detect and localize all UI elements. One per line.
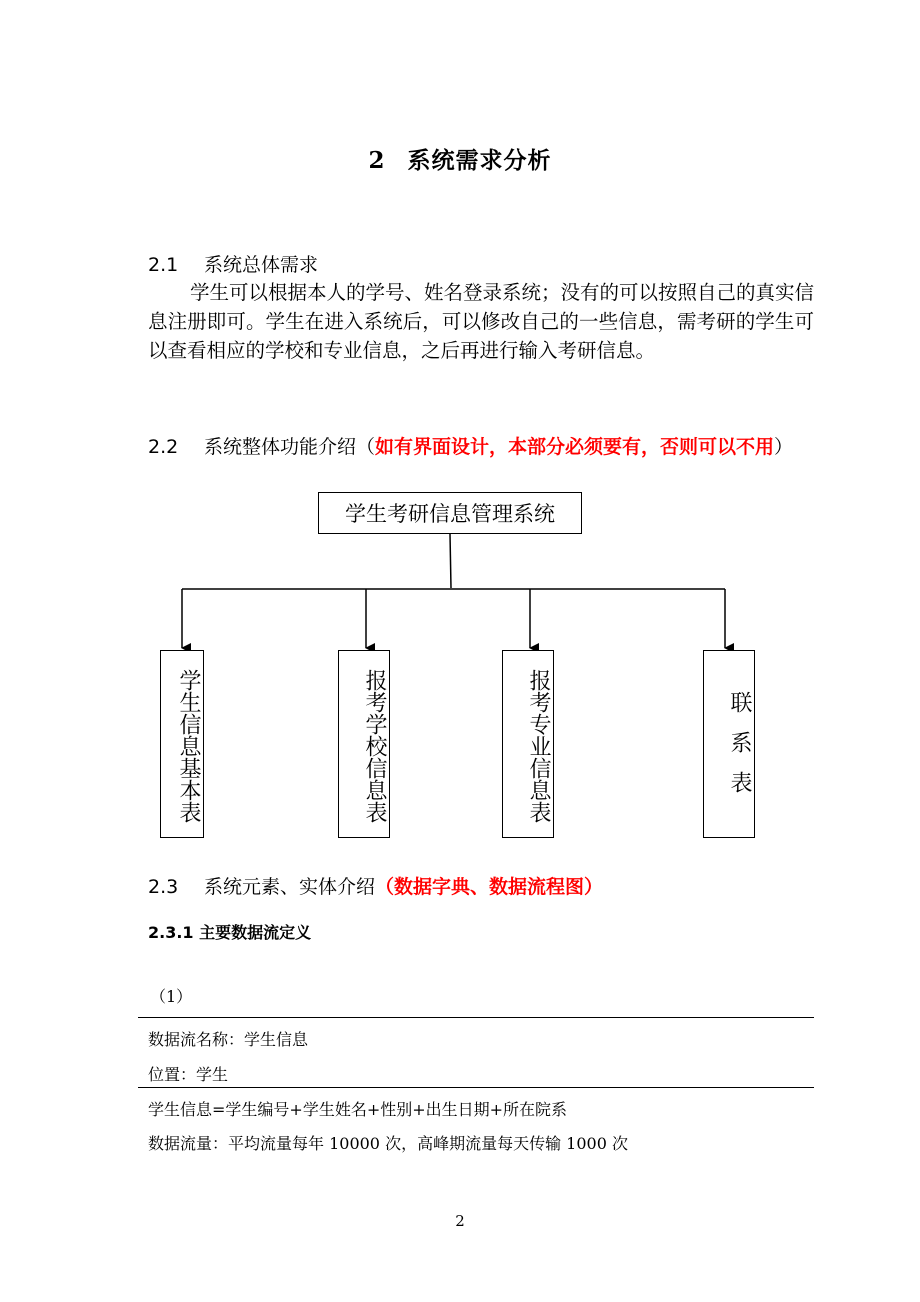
- dataflow-name: 数据流名称：学生信息: [148, 1030, 309, 1049]
- org-chart-box-contact: 联系表: [703, 650, 755, 838]
- section-number: 2.2: [148, 436, 179, 458]
- dataflow-definition: 学生信息=学生编号+学生姓名+性别+出生日期+所在院系: [148, 1100, 568, 1119]
- org-chart-root-box: 学生考研信息管理系统: [318, 492, 582, 534]
- org-chart-box-school-info: 报考学校信息表: [338, 650, 390, 838]
- org-chart-box-student-info: 学生信息基本表: [160, 650, 204, 838]
- page-number: 2: [455, 1212, 465, 1230]
- chapter-title-text: 系统需求分析: [407, 147, 552, 174]
- table-rule-middle: [138, 1087, 814, 1088]
- section-title: 系统总体需求: [204, 254, 319, 276]
- section-title: 系统整体功能介绍（: [204, 436, 376, 458]
- section-number: 2.3: [148, 876, 179, 898]
- connector-trunk: [450, 534, 451, 588]
- section-number: 2.1: [148, 254, 179, 276]
- section-note-red: （数据字典、数据流程图）: [375, 876, 604, 898]
- dataflow-item-label: （1）: [150, 987, 193, 1006]
- paragraph-text: 学生可以根据本人的学号、姓名登录系统；没有的可以按照自己的真实信息注册即可。学生在进入系统后，可以修改自己的一些信息，需考研的学生可以查看相应的学校和专业信息，之后再进行输入考研信息。: [148, 281, 815, 362]
- chapter-number: 2: [368, 147, 386, 174]
- section-title-close: ）: [774, 436, 794, 458]
- section-note-red: 如有界面设计，本部分必须要有，否则可以不用: [375, 436, 775, 458]
- table-rule-top: [138, 1017, 814, 1018]
- section-title: 系统元素、实体介绍: [204, 876, 376, 898]
- section-heading-2-3: [148, 872, 603, 899]
- dataflow-location: 位置：学生: [148, 1065, 229, 1084]
- dataflow-volume: 数据流量：平均流量每年 10000 次，高峰期流量每天传输 1000 次: [148, 1134, 628, 1153]
- org-chart-box-major-info: 报考专业信息表: [502, 650, 554, 838]
- subsection-heading: 2.3.1 主要数据流定义: [148, 923, 312, 942]
